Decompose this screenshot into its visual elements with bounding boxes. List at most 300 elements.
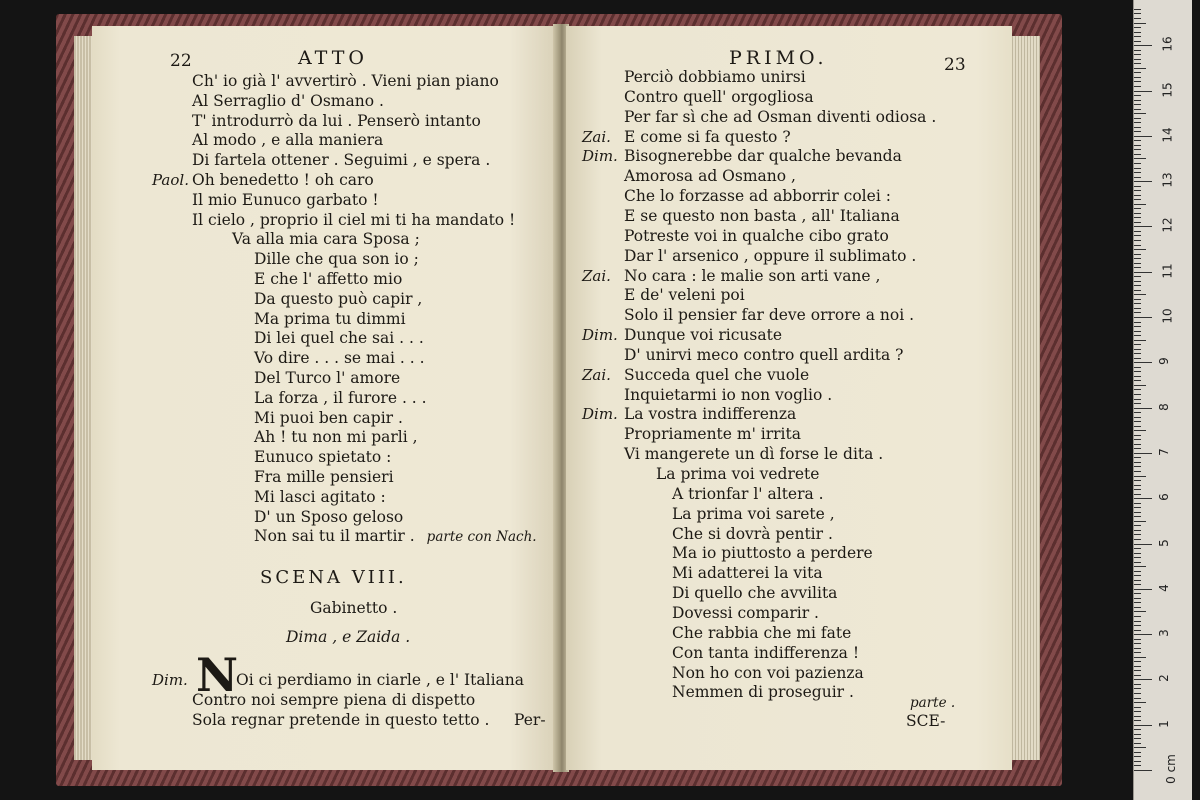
- ruler-tick: [1134, 711, 1141, 712]
- speaker-tag: Dim.: [582, 147, 618, 166]
- ruler-tick: [1134, 68, 1146, 69]
- ruler-tick: [1134, 403, 1141, 404]
- ruler-tick: [1134, 430, 1146, 431]
- right-page-edges: [1010, 36, 1040, 760]
- ruler-number: 4: [1156, 583, 1171, 592]
- verse-text: Non sai tu il martir .: [254, 527, 415, 546]
- ruler-tick: [1134, 317, 1152, 318]
- verse-text: Che lo forzasse ad abborrir colei :: [624, 187, 891, 206]
- ruler-tick: [1134, 439, 1141, 440]
- verse-text: Da questo può capir ,: [254, 289, 423, 308]
- ruler-tick: [1134, 290, 1141, 291]
- speaker-tag: Dim.: [582, 326, 618, 345]
- verse-line: [624, 366, 809, 386]
- ruler-tick: [1134, 765, 1141, 766]
- speaker-tag: Paol.: [152, 171, 189, 189]
- ruler-tick: [1134, 267, 1141, 268]
- right-running-head: PRIMO.: [729, 47, 828, 69]
- verse-text: Non ho con voi pazienza: [672, 663, 864, 682]
- ruler-tick: [1134, 494, 1141, 495]
- ruler-tick: [1134, 616, 1141, 617]
- verse-text: Di lei quel che sai . . .: [254, 329, 424, 348]
- ruler-tick: [1134, 118, 1141, 119]
- verse-text: D' un Sposo geloso: [254, 507, 404, 526]
- ruler-tick: [1134, 195, 1141, 196]
- verse-line: [192, 72, 499, 92]
- verse-line: [192, 92, 384, 112]
- ruler-tick: [1134, 27, 1141, 28]
- ruler-tick: [1134, 136, 1152, 137]
- ruler-tick: [1134, 190, 1141, 191]
- verse-line: [254, 270, 402, 290]
- ruler-tick: [1134, 299, 1141, 300]
- ruler-tick: [1134, 562, 1141, 563]
- right-page: [566, 26, 1012, 770]
- ruler-tick: [1134, 417, 1141, 418]
- verse-text: La forza , il furore . . .: [254, 388, 427, 407]
- ruler-number: 7: [1156, 448, 1171, 456]
- ruler-tick: [1134, 240, 1141, 241]
- ruler-tick: [1134, 584, 1141, 585]
- ruler-tick: [1134, 294, 1146, 295]
- verse-line: [192, 131, 383, 151]
- verse-text: A trionfar l' altera .: [672, 484, 824, 503]
- verse-text: La prima voi vedrete: [656, 465, 820, 483]
- ruler-tick: [1134, 127, 1141, 128]
- verse-text: Potreste voi in qualche cibo grato: [624, 226, 889, 245]
- verse-line: [624, 286, 745, 306]
- verse-text: Fra mille pensieri: [254, 468, 394, 486]
- ruler-tick: [1134, 480, 1141, 481]
- verse-text: E de' veleni poi: [624, 286, 745, 305]
- ruler-tick: [1134, 186, 1141, 187]
- ruler-tick: [1134, 557, 1141, 558]
- ruler-tick: [1134, 611, 1146, 612]
- verse-text: Dovessi comparir .: [672, 603, 819, 622]
- ruler-tick: [1134, 684, 1141, 685]
- ruler-tick: [1134, 534, 1141, 535]
- ruler-number: 10: [1160, 308, 1175, 324]
- drop-cap: N: [196, 648, 239, 702]
- ruler-tick: [1134, 516, 1141, 517]
- ruler-tick: [1134, 217, 1141, 218]
- verse-text: Nemmen di proseguir .: [672, 683, 854, 702]
- verse-line: [624, 88, 814, 108]
- ruler-tick: [1134, 453, 1152, 454]
- verse-line: Sola regnar pretende in questo tetto .: [192, 711, 490, 729]
- verse-text: E se questo non basta , all' Italiana: [624, 206, 900, 225]
- verse-text: Amorosa ad Osmano ,: [624, 167, 796, 186]
- ruler-tick: [1134, 571, 1141, 572]
- exit-stage-direction: parte .: [910, 695, 956, 711]
- ruler-tick: [1134, 471, 1141, 472]
- ruler-tick: [1134, 752, 1141, 753]
- verse-line: [254, 369, 400, 389]
- ruler-tick: [1134, 303, 1141, 304]
- ruler-tick: [1134, 485, 1141, 486]
- verse-line: [192, 151, 490, 171]
- ruler-tick: [1134, 462, 1141, 463]
- left-running-head: ATTO: [298, 47, 368, 69]
- ruler-number: 3: [1156, 629, 1171, 637]
- ruler-tick: [1134, 498, 1152, 499]
- ruler-tick: [1134, 530, 1141, 531]
- ruler-number: 12: [1160, 217, 1175, 234]
- ruler-tick: [1134, 643, 1141, 644]
- ruler-number: 11: [1160, 263, 1175, 279]
- ruler-tick: [1134, 716, 1141, 717]
- verse-text: Perciò dobbiamo unirsi: [624, 68, 806, 86]
- verse-line: [254, 389, 427, 409]
- ruler-tick: [1134, 670, 1141, 671]
- ruler-tick: [1134, 412, 1141, 413]
- verse-text: Del Turco l' amore: [254, 369, 401, 387]
- ruler-tick: [1134, 747, 1146, 748]
- ruler-tick: [1134, 72, 1141, 73]
- ruler-number: 1: [1156, 719, 1171, 728]
- ruler-tick: [1134, 177, 1141, 178]
- ruler-tick: [1134, 589, 1152, 590]
- stage-direction: parte con Nach.: [426, 529, 537, 546]
- ruler-tick: [1134, 281, 1141, 282]
- verse-line: [624, 167, 796, 187]
- verse-line: [254, 310, 406, 330]
- verse-line: [254, 428, 418, 448]
- ruler-number: 5: [1156, 538, 1171, 547]
- verse-line: [672, 505, 835, 525]
- ruler-tick: [1134, 593, 1141, 594]
- verse-line: [672, 624, 851, 644]
- verse-text: La vostra indifferenza: [624, 405, 797, 424]
- verse-line: [254, 448, 391, 468]
- ruler-tick: [1134, 322, 1141, 323]
- ruler-tick: [1134, 435, 1141, 436]
- ruler-number: 9: [1156, 357, 1171, 366]
- verse-text: Mi lasci agitato :: [254, 487, 386, 506]
- ruler-tick: [1134, 539, 1141, 540]
- ruler-tick: [1134, 18, 1141, 19]
- ruler-tick: [1134, 389, 1141, 390]
- verse-text: Al Serraglio d' Osmano .: [192, 91, 384, 110]
- verse-text: Bisognerebbe dar qualche bevanda: [624, 147, 902, 166]
- verse-line: [254, 508, 403, 528]
- ruler-tick: [1134, 59, 1141, 60]
- verse-text: Dunque voi ricusate: [624, 326, 782, 345]
- ruler-tick: [1134, 100, 1141, 101]
- ruler-tick: [1134, 525, 1141, 526]
- ruler-tick: [1134, 602, 1141, 603]
- ruler-tick: [1134, 308, 1141, 309]
- verse-text: Mi puoi ben capir .: [254, 408, 403, 427]
- ruler-tick: [1134, 630, 1141, 631]
- left-page-number: 22: [170, 51, 192, 71]
- verse-text: Che rabbia che mi fate: [672, 623, 852, 642]
- verse-line: [192, 191, 379, 211]
- ruler-tick: [1134, 394, 1141, 395]
- verse-line: [624, 405, 796, 425]
- ruler-tick: [1134, 380, 1141, 381]
- ruler-tick: [1134, 720, 1141, 721]
- verse-text: Vo dire . . . se mai . . .: [254, 349, 425, 368]
- verse-line: [624, 247, 916, 267]
- ruler-tick: [1134, 503, 1141, 504]
- ruler-tick: [1134, 222, 1141, 223]
- verse-text: Con tanta indifferenza !: [672, 643, 860, 662]
- ruler-tick: [1134, 41, 1141, 42]
- verse-line: [672, 664, 864, 684]
- verse-line: [672, 604, 819, 624]
- verse-line: [672, 683, 854, 703]
- verse-line: [254, 527, 537, 548]
- ruler-tick: [1134, 86, 1141, 87]
- catchword: Per-: [514, 711, 546, 729]
- ruler-tick: [1134, 344, 1141, 345]
- speaker-tag: Zai.: [582, 127, 611, 146]
- verse-line: [672, 525, 833, 545]
- verse-text: Ch' io già l' avvertirò . Vieni pian piano: [192, 72, 499, 90]
- verse-line: [672, 485, 824, 505]
- verse-text: Succeda quel che vuole: [624, 365, 810, 384]
- ruler-tick: [1134, 181, 1152, 182]
- verse-line: [254, 468, 394, 488]
- right-page-number: 23: [944, 55, 966, 75]
- ruler-unit-label: 0 cm: [1163, 754, 1178, 784]
- ruler-tick: [1134, 489, 1141, 490]
- verse-text: E come si fa questo ?: [624, 127, 791, 146]
- ruler-tick: [1134, 408, 1152, 409]
- ruler-tick: [1134, 312, 1141, 313]
- ruler-tick: [1134, 580, 1141, 581]
- ruler-tick: [1134, 466, 1141, 467]
- ruler-tick: [1134, 702, 1146, 703]
- ruler-tick: [1134, 154, 1141, 155]
- ruler-tick: [1134, 507, 1141, 508]
- speaker-tag: Dim.: [582, 405, 618, 424]
- ruler-tick: [1134, 729, 1141, 730]
- verse-line: [672, 644, 859, 664]
- verse-text: Per far sì che ad Osman diventi odiosa .: [624, 107, 937, 126]
- verse-line: [192, 112, 481, 132]
- ruler-tick: [1134, 444, 1141, 445]
- verse-text: No cara : le malie son arti vane ,: [624, 266, 881, 285]
- verse-line: [624, 326, 782, 346]
- verse-text: E che l' affetto mio: [254, 270, 403, 288]
- ruler-tick: [1134, 548, 1141, 549]
- verse-text: Di quello che avvilita: [672, 584, 838, 603]
- verse-line: [624, 425, 801, 445]
- ruler-tick: [1134, 426, 1141, 427]
- verse-text: D' unirvi meco contro quell ardita ?: [624, 345, 904, 364]
- ruler-tick: [1134, 707, 1141, 708]
- ruler-tick: [1134, 131, 1141, 132]
- verse-line: [254, 349, 425, 369]
- ruler-tick: [1134, 263, 1141, 264]
- ruler-tick: [1134, 326, 1141, 327]
- ruler-tick: [1134, 621, 1141, 622]
- ruler-tick: [1134, 172, 1141, 173]
- verse-line: [192, 211, 515, 231]
- verse-text: Oh benedetto ! oh caro: [192, 171, 374, 189]
- ruler-tick: [1134, 63, 1141, 64]
- ruler-tick: [1134, 362, 1152, 363]
- ruler-tick: [1134, 54, 1141, 55]
- ruler-tick: [1134, 109, 1141, 110]
- ruler-tick: [1134, 625, 1141, 626]
- ruler-tick: [1134, 598, 1141, 599]
- verse-text: Di fartela ottener . Seguimi , e spera .: [192, 151, 491, 170]
- ruler-number: 16: [1160, 36, 1175, 52]
- verse-text: Va alla mia cara Sposa ;: [232, 230, 420, 249]
- ruler-tick: [1134, 666, 1141, 667]
- verse-text: Solo il pensier far deve orrore a noi .: [624, 306, 915, 325]
- ruler-tick: [1134, 634, 1152, 635]
- verse-line: [254, 329, 424, 349]
- verse-text: T' introdurrò da lui . Penserò intanto: [192, 111, 481, 130]
- ruler-tick: [1134, 258, 1141, 259]
- ruler-tick: [1134, 149, 1141, 150]
- ruler-tick: [1134, 213, 1141, 214]
- ruler-tick: [1134, 204, 1146, 205]
- ruler-tick: [1134, 81, 1141, 82]
- verse-line: [672, 584, 837, 604]
- ruler-tick: [1134, 399, 1141, 400]
- verse-line: [624, 207, 900, 227]
- ruler-tick: [1134, 208, 1141, 209]
- catchword: SCE-: [906, 712, 946, 730]
- ruler-tick: [1134, 140, 1141, 141]
- ruler-tick: [1134, 725, 1152, 726]
- ruler-number: 6: [1156, 493, 1171, 502]
- scene-setting: Gabinetto .: [310, 599, 398, 617]
- ruler-tick: [1134, 371, 1141, 372]
- ruler-tick: [1134, 285, 1141, 286]
- ruler-number: 2: [1156, 674, 1171, 683]
- verse-line: [624, 147, 902, 167]
- ruler-tick: [1134, 652, 1141, 653]
- ruler-tick: [1134, 607, 1141, 608]
- ruler-tick: [1134, 743, 1141, 744]
- ruler-tick: [1134, 32, 1141, 33]
- ruler-tick: [1134, 104, 1141, 105]
- ruler-tick: [1134, 145, 1141, 146]
- verse-line: [254, 409, 403, 429]
- ruler-tick: [1134, 688, 1141, 689]
- verse-text: Il cielo , proprio il ciel mi ti ha mandato !: [192, 210, 516, 229]
- ruler-tick: [1134, 575, 1141, 576]
- ruler-tick: [1134, 648, 1141, 649]
- ruler-number: 15: [1160, 81, 1175, 98]
- verse-line: [624, 346, 903, 366]
- ruler-tick: [1134, 679, 1152, 680]
- ruler-tick: [1134, 738, 1141, 739]
- ruler-tick: [1134, 385, 1146, 386]
- ruler-number: 13: [1160, 172, 1175, 188]
- speaker-tag: Zai.: [582, 365, 611, 384]
- ruler-tick: [1134, 675, 1141, 676]
- ruler-tick: [1134, 657, 1146, 658]
- verse-line: [672, 544, 873, 564]
- ruler-tick: [1134, 448, 1141, 449]
- ruler-tick: [1134, 521, 1146, 522]
- ruler-tick: [1134, 199, 1141, 200]
- verse-text: Ah ! tu non mi parli ,: [254, 428, 418, 447]
- verse-line: [624, 227, 889, 247]
- ruler-tick: [1134, 331, 1141, 332]
- ruler-tick: [1134, 335, 1141, 336]
- verse-text: Propriamente m' irrita: [624, 425, 801, 444]
- verse-line: [232, 230, 420, 250]
- ruler-tick: [1134, 698, 1141, 699]
- left-page-edges: [74, 36, 94, 760]
- verse-line: [672, 564, 823, 584]
- verse-text: Dille che qua son io ;: [254, 250, 419, 269]
- ruler-tick: [1134, 235, 1141, 236]
- verse-line: [192, 171, 374, 191]
- ruler-tick: [1134, 353, 1141, 354]
- ruler-tick: [1134, 231, 1141, 232]
- ruler-tick: [1134, 113, 1146, 114]
- verse-line: [656, 465, 819, 485]
- verse-text: Ma io piuttosto a perdere: [672, 544, 873, 563]
- verse-text: Mi adatterei la vita: [672, 564, 823, 583]
- ruler-tick: [1134, 36, 1141, 37]
- left-page: [92, 26, 556, 770]
- ruler-tick: [1134, 476, 1146, 477]
- verse-line: [624, 267, 880, 287]
- ruler-tick: [1134, 693, 1141, 694]
- ruler-tick: [1134, 249, 1146, 250]
- verse-line: Contro noi sempre piena di dispetto: [192, 691, 476, 709]
- ruler-number: 8: [1156, 402, 1171, 411]
- ruler-tick: [1134, 566, 1146, 567]
- ruler-tick: [1134, 512, 1141, 513]
- ruler-tick: [1134, 163, 1141, 164]
- ruler-tick: [1134, 9, 1141, 10]
- verse-text: Il mio Eunuco garbato !: [192, 190, 379, 209]
- verse-line: Oi ci perdiamo in ciarle , e l' Italiana: [236, 671, 525, 689]
- ruler-tick: [1134, 95, 1141, 96]
- ruler-tick: [1134, 340, 1146, 341]
- verse-line: [254, 488, 386, 508]
- ruler-tick: [1134, 276, 1141, 277]
- ruler-number: 14: [1160, 127, 1175, 143]
- ruler-tick: [1134, 91, 1152, 92]
- verse-line: [624, 128, 791, 148]
- ruler-tick: [1134, 50, 1141, 51]
- speaker-tag: Zai.: [582, 266, 611, 285]
- ruler-tick: [1134, 734, 1141, 735]
- speaker-tag: Dim.: [152, 671, 188, 689]
- ruler-tick: [1134, 158, 1146, 159]
- ruler-tick: [1134, 756, 1141, 757]
- verse-line: [624, 108, 936, 128]
- ruler-tick: [1134, 639, 1141, 640]
- ruler-tick: [1134, 272, 1152, 273]
- ruler-tick: [1134, 358, 1141, 359]
- ruler-tick: [1134, 122, 1141, 123]
- verse-text: Vi mangerete un dì forse le dita .: [624, 445, 884, 464]
- ruler-tick: [1134, 254, 1141, 255]
- verse-line: [254, 250, 419, 270]
- scene-title: SCENA VIII.: [260, 567, 407, 588]
- measuring-ruler: [1133, 0, 1192, 800]
- ruler-tick: [1134, 77, 1141, 78]
- ruler-tick: [1134, 661, 1141, 662]
- scene-characters: Dima , e Zaida .: [286, 628, 411, 646]
- ruler-tick: [1134, 367, 1141, 368]
- verse-line: [624, 445, 883, 465]
- verse-text: La prima voi sarete ,: [672, 504, 835, 523]
